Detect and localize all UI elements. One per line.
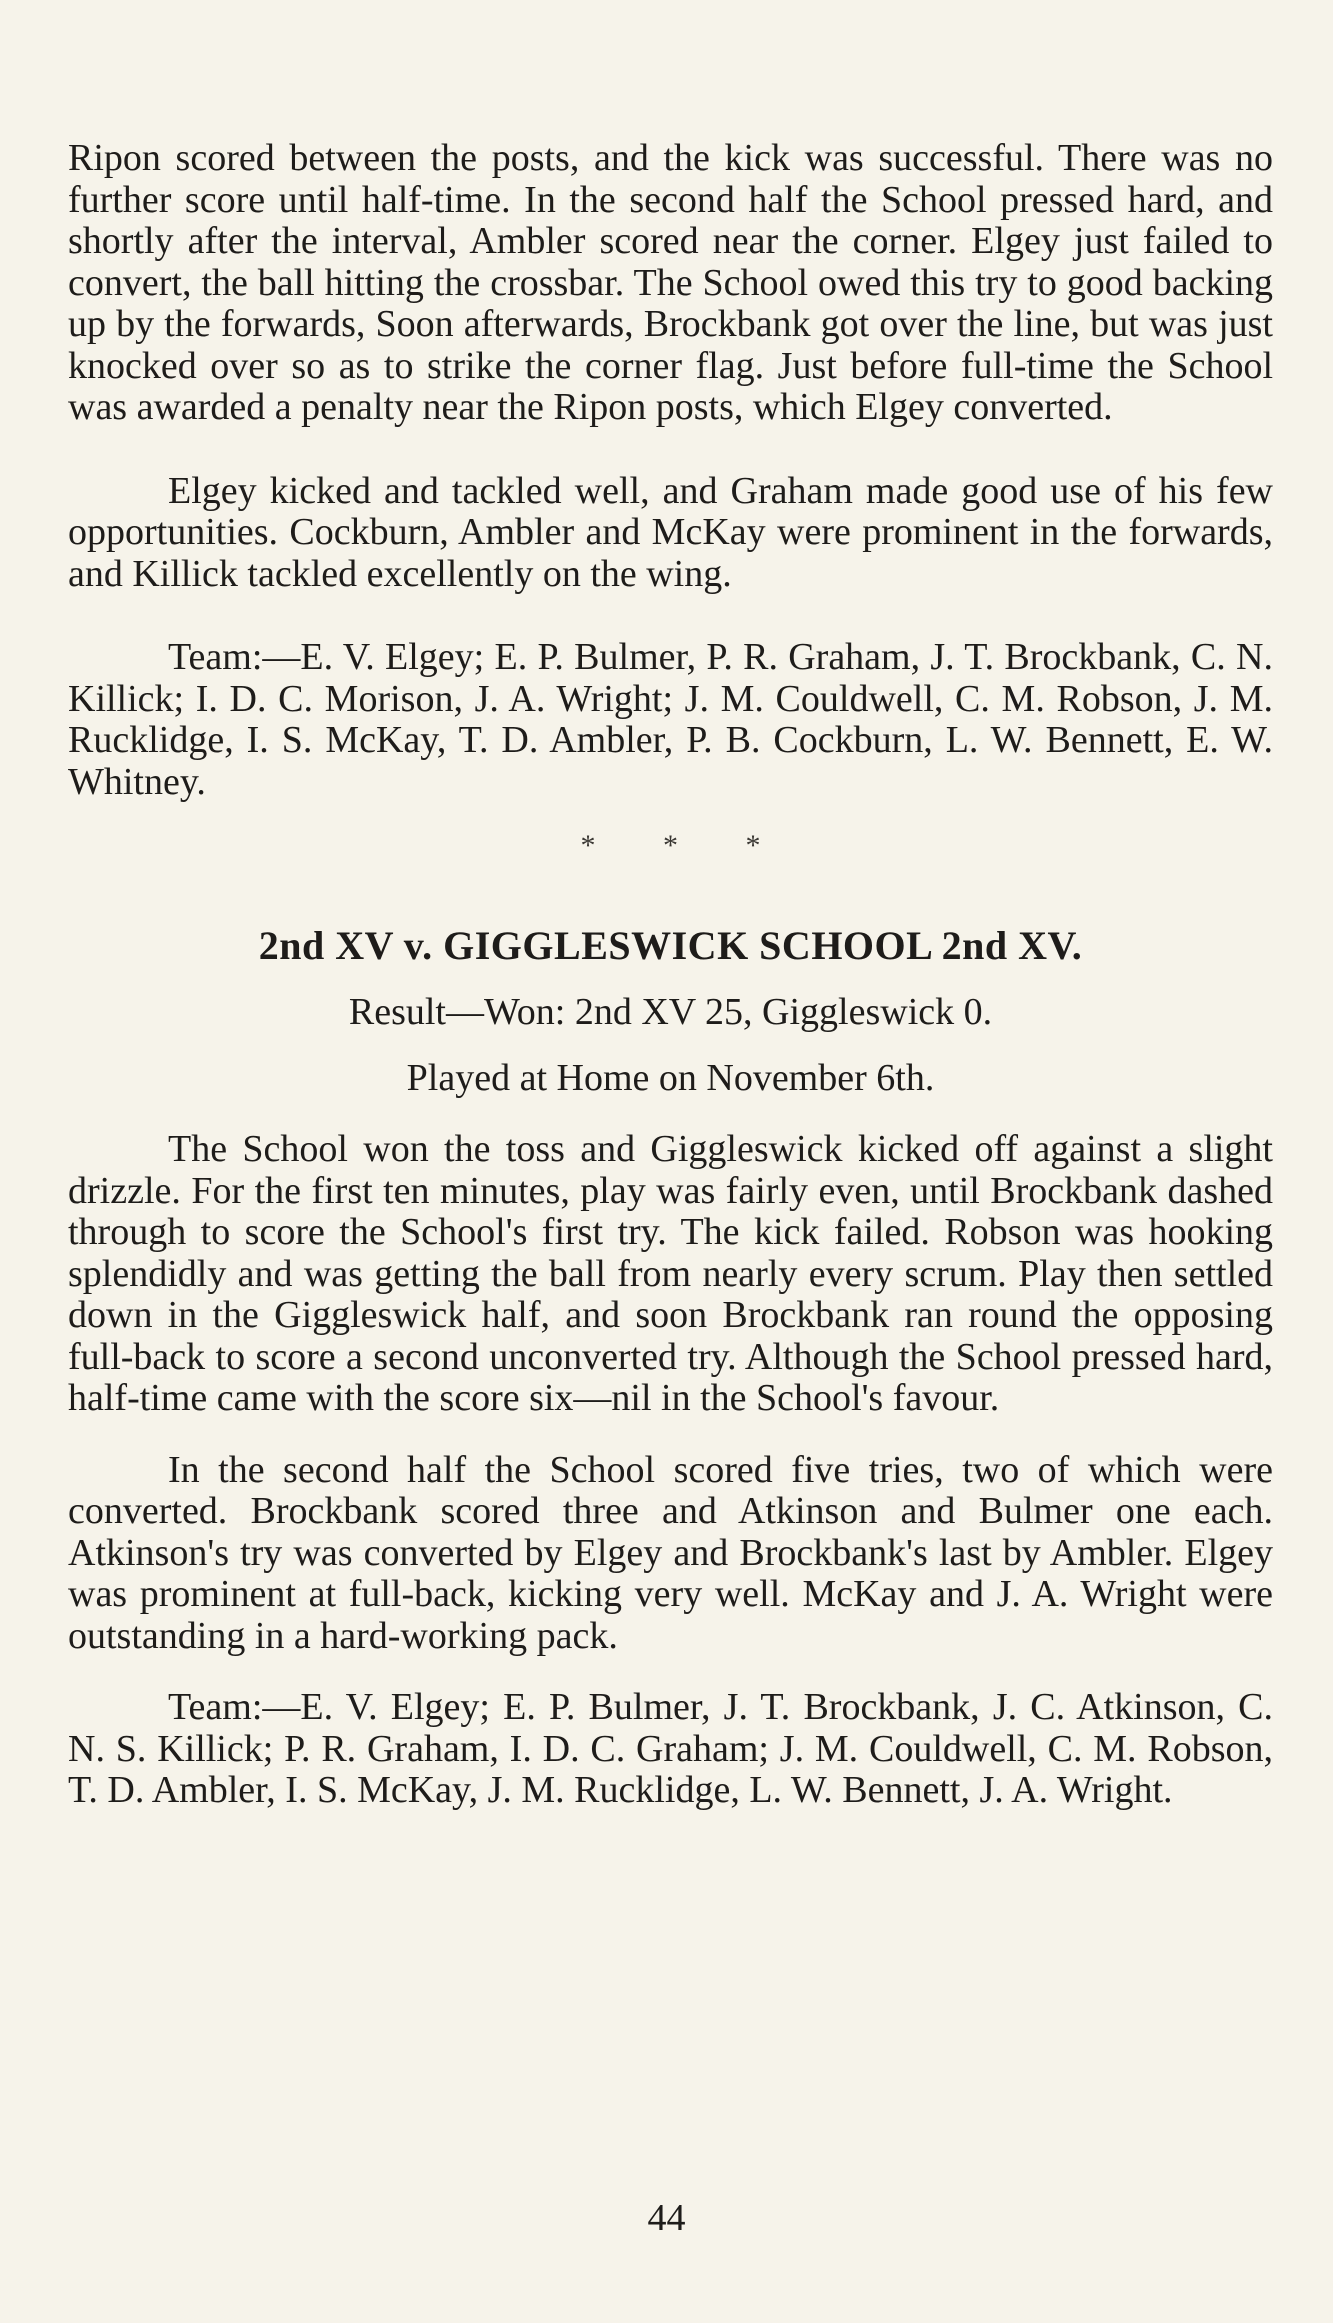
report-paragraph-players: Elgey kicked and tackled well, and Graham made good use of his few opportunities. Cockburn, Ambler and McKay were prominent in the forwards, and Killick tackled excellently on the wing. [68,469,1273,595]
page-body [68,138,1273,1812]
match-venue: Played at Home on November 6th. [406,1056,935,1099]
team-list-first: Team:—E. V. Elgey; E. P. Bulmer, P. R. Graham, J. T. Brockbank, C. N. Killick; I. D. C. Morison, J. A. Wright; J. M. Couldwell, C. M. Robson, J. M. Rucklidge, I. S. McKay, T. D. Ambler, P. B. Cockburn, L. W. Bennett, E. W. Whitney. [68,636,1273,803]
page-number: 44 [647,2197,686,2239]
report-paragraph-first-half: The School won the toss and Giggleswick kicked off against a slight drizzle. For the first ten minutes, play was fairly even, until Brockbank dashed through to score the School's first try. The kick failed. Robson was hooking splendidly and was getting the ball from nearly every scrum. Play then settled down in the Giggleswick half, and soon Brockbank ran round the opposing full-back to score a second unconverted try. Although the School pressed hard, half-time came with the score six—nil in the School's favour. [68,1128,1273,1419]
match-result: Result—Won: 2nd XV 25, Giggleswick 0. [348,991,993,1033]
report-paragraph-second-half: In the second half the School scored five tries, two of which were converted. Brockbank scored three and Atkinson and Bulmer one each. Atkinson's try was converted by Elgey and Brockbank's last by Ambler. Elgey was prominent at full-back, kicking very well. McKay and J. A. Wright were outstanding in a hard-working pack. [68,1448,1273,1657]
match-heading: 2nd XV v. GIGGLESWICK SCHOOL 2nd XV. [258,922,1083,968]
report-paragraph-continued: Ripon scored between the posts, and the kick was successful. There was no further score until half-time. In the second half the School pressed hard, and shortly after the interval, Ambler scored near the corner. Elgey just failed to convert, the ball hitting the crossbar. The School owed this try to good backing up by the forwards, Soon afterwards, Brockbank got over the line, but was just knocked over so as to strike the corner flag. Just before full-time the School was awarded a penalty near the Ripon posts, which Elgey converted. [68,137,1273,428]
section-separator: * * * [580,829,791,862]
team-list-second: Team:—E. V. Elgey; E. P. Bulmer, J. T. Brockbank, J. C. Atkinson, C. N. S. Killick; P. R. Graham, I. D. C. Graham; J. M. Couldwell, C. M. Robson, T. D. Ambler, I. S. McKay, J. M. Rucklidge, L. W. Bennett, J. A. Wright. [68,1686,1273,1811]
